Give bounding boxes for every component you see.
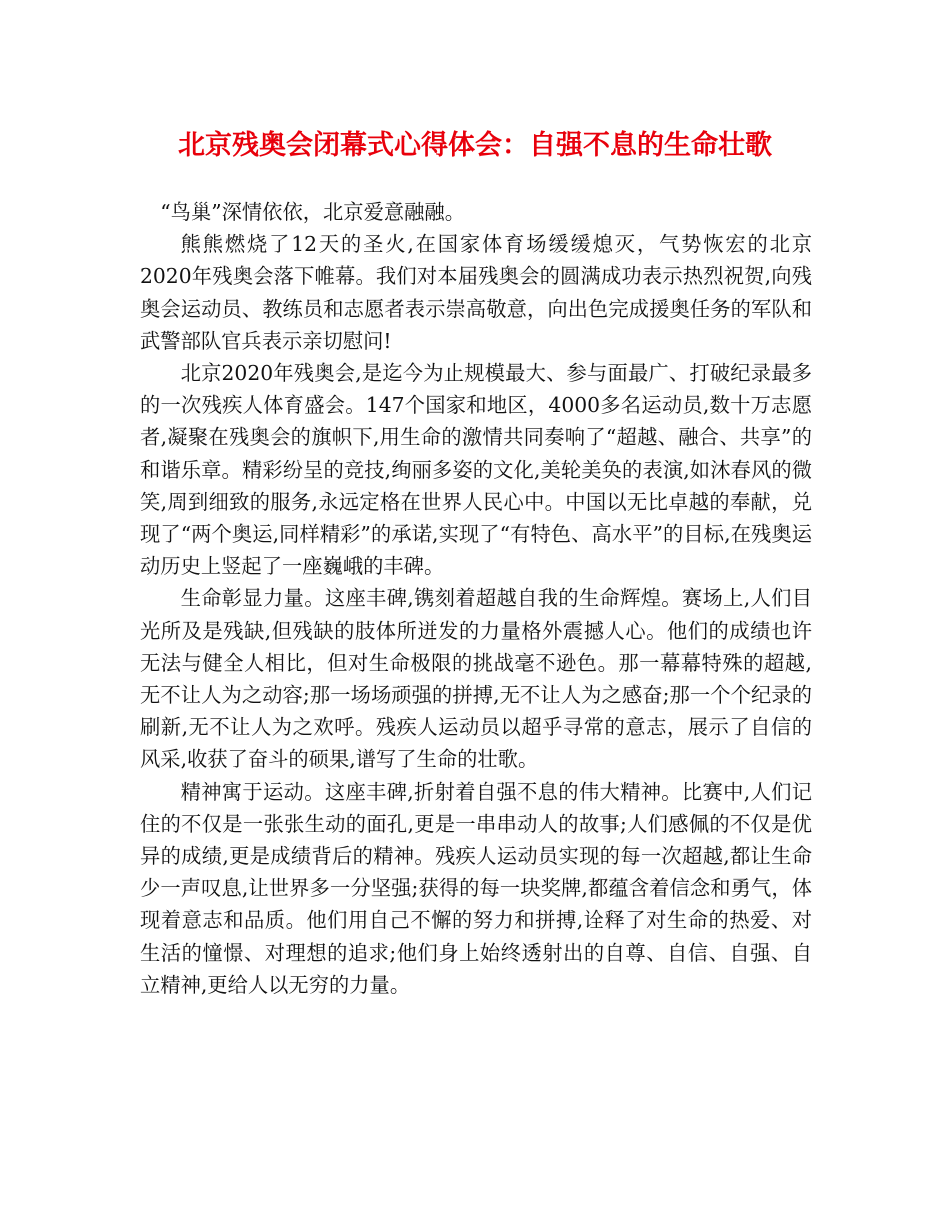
paragraph-1: “鸟巢”深情依依，北京爱意融融。 (160, 200, 465, 224)
document-title: 北京残奥会闭幕式心得体会：自强不息的生命壮歌 (178, 130, 772, 161)
paragraph-4: 生命彰显力量。这座丰碑,镌刻着超越自我的生命辉煌。赛场上,人们目光所及是残缺,但残缺的肢体所迸发的力量格外震撼人心。他们的成绩也许无法与健全人相比，但对生命极限的挑战毫不逊色。那一幕幕特殊的超越,无不让人为之动容;那一场场顽强的拼搏,无不让人为之感奋;那一个个纪录的刷新,无不让人为之欢呼。残疾人运动员以超乎寻常的意志，展示了自信的风采,收获了奋斗的硕果,谱写了生命的壮歌。 (140, 586, 812, 772)
paragraph-2: 熊熊燃烧了12天的圣火,在国家体育场缓缓熄灭，气势恢宏的北京2020年残奥会落下帷幕。我们对本届残奥会的圆满成功表示热烈祝贺,向残奥会运动员、教练员和志愿者表示崇高敬意，向出色完成援奥任务的军队和武警部队官兵表示亲切慰问! (140, 232, 812, 353)
document-body (140, 196, 812, 1001)
paragraph-5: 精神寓于运动。这座丰碑,折射着自强不息的伟大精神。比赛中,人们记住的不仅是一张张生动的面孔,更是一串串动人的故事;人们感佩的不仅是优异的成绩,更是成绩背后的精神。残疾人运动员实现的每一次超越,都让生命少一声叹息,让世界多一分坚强;获得的每一块奖牌,都蕴含着信念和勇气，体现着意志和品质。他们用自己不懈的努力和拼搏,诠释了对生命的热爱、对生活的憧憬、对理想的追求;他们身上始终透射出的自尊、自信、自强、自立精神,更给人以无穷的力量。 (140, 779, 812, 997)
paragraph-3: 北京2020年残奥会,是迄今为止规模最大、参与面最广、打破纪录最多的一次残疾人体育盛会。147个国家和地区，4000多名运动员,数十万志愿者,凝聚在残奥会的旗帜下,用生命的激情共同奏响了“超越、融合、共享”的和谐乐章。精彩纷呈的竞技,绚丽多姿的文化,美轮美奂的表演,如沐春风的微笑,周到细致的服务,永远定格在世界人民心中。中国以无比卓越的奉献，兑现了“两个奥运,同样精彩”的承诺,实现了“有特色、高水平”的目标,在残奥运动历史上竖起了一座巍峨的丰碑。 (140, 361, 812, 579)
